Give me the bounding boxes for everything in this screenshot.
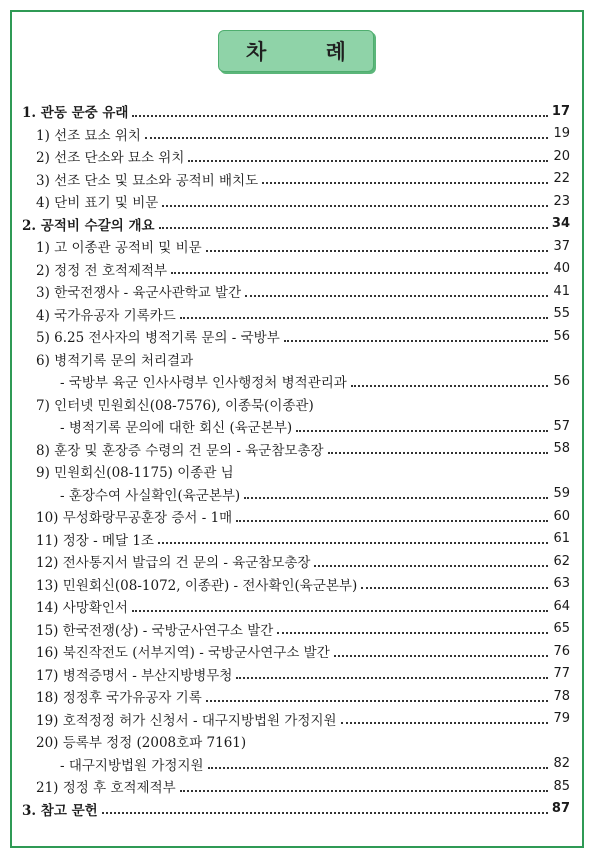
toc-entry-page: 76 [553,643,570,659]
toc-entry [22,730,570,753]
dot-leader [296,429,548,432]
dot-leader [206,249,548,252]
toc-entry-label: 6) 병적기록 문의 처리결과 [36,352,194,369]
toc-entry-page: 57 [553,418,570,434]
toc-entry-page: 60 [553,508,570,524]
toc-entry [22,123,570,146]
toc-entry-page: 34 [551,216,570,232]
toc-entry-label: 1) 선조 묘소 위치 [36,127,141,144]
toc-entry [22,370,570,393]
dot-leader [102,811,548,814]
toc-entry [22,640,570,663]
toc-entry-label: - 병적기록 문의에 대한 회신 (육군본부) [60,420,293,437]
toc-entry-page: 64 [553,598,570,614]
dot-leader [132,609,548,612]
toc-entry [22,100,570,123]
toc-entry [22,753,570,776]
toc-entry-label: 20) 등록부 정정 (2008호파 7161) [36,735,247,752]
toc-entry-page: 78 [553,688,570,704]
toc-entry-label: 12) 전사통지서 발급의 건 문의 - 육군참모총장 [36,555,311,572]
dot-leader [314,564,548,567]
toc-entry [22,595,570,618]
toc-entry-page: 41 [553,283,570,299]
toc-entry [22,528,570,551]
toc-entry-label: - 훈장수여 사실확인(육군본부) [60,487,241,504]
dot-leader [361,586,548,589]
toc-entry [22,573,570,596]
dot-leader [262,181,548,184]
toc-entry-page: 85 [553,778,570,794]
page-title: 차 례 [218,30,374,72]
toc-entry-label: 5) 6.25 전사자의 병적기록 문의 - 국방부 [36,330,280,347]
toc-entry-label: 16) 북진작전도 (서부지역) - 국방군사연구소 발간 [36,645,330,662]
toc-entry [22,460,570,483]
dot-leader [341,721,548,724]
toc-entry-page: 23 [553,193,570,209]
toc-entry-label: 3) 선조 단소 및 묘소와 공적비 배치도 [36,172,259,189]
toc-entry [22,685,570,708]
toc-entry-label: 2) 정정 전 호적제적부 [36,262,168,279]
toc-entry [22,483,570,506]
toc-entry-page: 63 [553,576,570,592]
toc-entry-label: - 대구지방법원 가정지원 [60,757,204,774]
toc-entry [22,325,570,348]
toc-entry [22,258,570,281]
toc-entry-label: 4) 단비 표기 및 비문 [36,195,159,212]
dot-leader [132,114,548,117]
toc-entry-label: 3) 한국전쟁사 - 육군사관학교 발간 [36,285,242,302]
dot-leader [180,316,548,319]
dot-leader [206,699,548,702]
toc-entry [22,798,570,821]
toc-entry [22,235,570,258]
toc-entry-label: - 국방부 육군 인사사령부 인사행정처 병적관리과 [60,375,347,392]
toc-entry-page: 22 [553,171,570,187]
toc-entry [22,438,570,461]
table-of-contents [22,100,570,820]
toc-entry-page: 59 [553,486,570,502]
toc-entry [22,393,570,416]
toc-entry-page: 55 [553,306,570,322]
dot-leader [162,204,548,207]
toc-entry [22,550,570,573]
dot-leader [158,541,548,544]
dot-leader [145,136,548,139]
dot-leader [277,631,548,634]
toc-entry-label: 11) 정장 - 메달 1조 [36,532,154,549]
toc-entry-label: 13) 민원회신(08-1072, 이종관) - 전사확인(육군본부) [36,577,358,594]
toc-entry [22,303,570,326]
toc-entry [22,505,570,528]
toc-entry [22,190,570,213]
toc-entry-page: 56 [553,328,570,344]
toc-entry-label: 15) 한국전쟁(상) - 국방군사연구소 발간 [36,622,274,639]
dot-leader [244,496,548,499]
toc-entry [22,663,570,686]
toc-entry-page: 40 [553,261,570,277]
dot-leader [159,226,548,229]
toc-entry-label: 18) 정정후 국가유공자 기록 [36,690,202,707]
toc-entry-label: 8) 훈장 및 훈장증 수령의 건 문의 - 육군참모총장 [36,442,324,459]
dot-leader [351,384,548,387]
toc-entry [22,618,570,641]
dot-leader [208,766,548,769]
toc-entry-label: 4) 국가유공자 기록카드 [36,307,176,324]
toc-entry-label: 17) 병적증명서 - 부산지방병무청 [36,667,233,684]
toc-entry [22,145,570,168]
toc-entry-label: 1) 고 이종관 공적비 및 비문 [36,240,202,257]
toc-entry-label: 21) 정정 후 호적제적부 [36,780,176,797]
toc-entry-page: 19 [553,126,570,142]
toc-entry [22,708,570,731]
toc-entry-label: 1. 관동 문중 유래 [22,105,129,122]
dot-leader [171,271,548,274]
toc-entry-page: 61 [553,531,570,547]
toc-entry-page: 37 [553,238,570,254]
toc-entry-page: 62 [553,553,570,569]
toc-entry [22,213,570,236]
toc-entry-page: 58 [553,441,570,457]
toc-entry-label: 9) 민원회신(08-1175) 이종관 님 [36,465,234,482]
toc-entry-page: 56 [553,373,570,389]
toc-entry-label: 7) 인터넷 민원회신(08-7576), 이종묵(이종관) [36,397,314,414]
toc-entry-page: 77 [553,666,570,682]
toc-entry [22,775,570,798]
toc-entry-page: 17 [551,103,570,119]
toc-entry-label: 10) 무성화랑무공훈장 증서 - 1매 [36,510,233,527]
toc-entry-label: 2) 선조 단소와 묘소 위치 [36,150,185,167]
toc-entry-page: 20 [553,148,570,164]
toc-entry [22,415,570,438]
dot-leader [284,339,548,342]
dot-leader [236,519,548,522]
toc-entry-label: 14) 사망확인서 [36,600,128,617]
toc-entry-page: 65 [553,621,570,637]
dot-leader [180,789,548,792]
dot-leader [245,294,548,297]
dot-leader [236,676,548,679]
toc-entry-label: 2. 공적비 수갈의 개요 [22,217,155,234]
toc-entry-label: 19) 호적정정 허가 신청서 - 대구지방법원 가정지원 [36,712,337,729]
toc-entry [22,280,570,303]
toc-entry-page: 79 [553,711,570,727]
dot-leader [328,451,549,454]
toc-entry [22,168,570,191]
toc-entry [22,348,570,371]
dot-leader [188,159,548,162]
toc-entry-page: 87 [551,801,570,817]
toc-entry-label: 3. 참고 문헌 [22,802,98,819]
toc-entry-page: 82 [553,756,570,772]
dot-leader [334,654,548,657]
